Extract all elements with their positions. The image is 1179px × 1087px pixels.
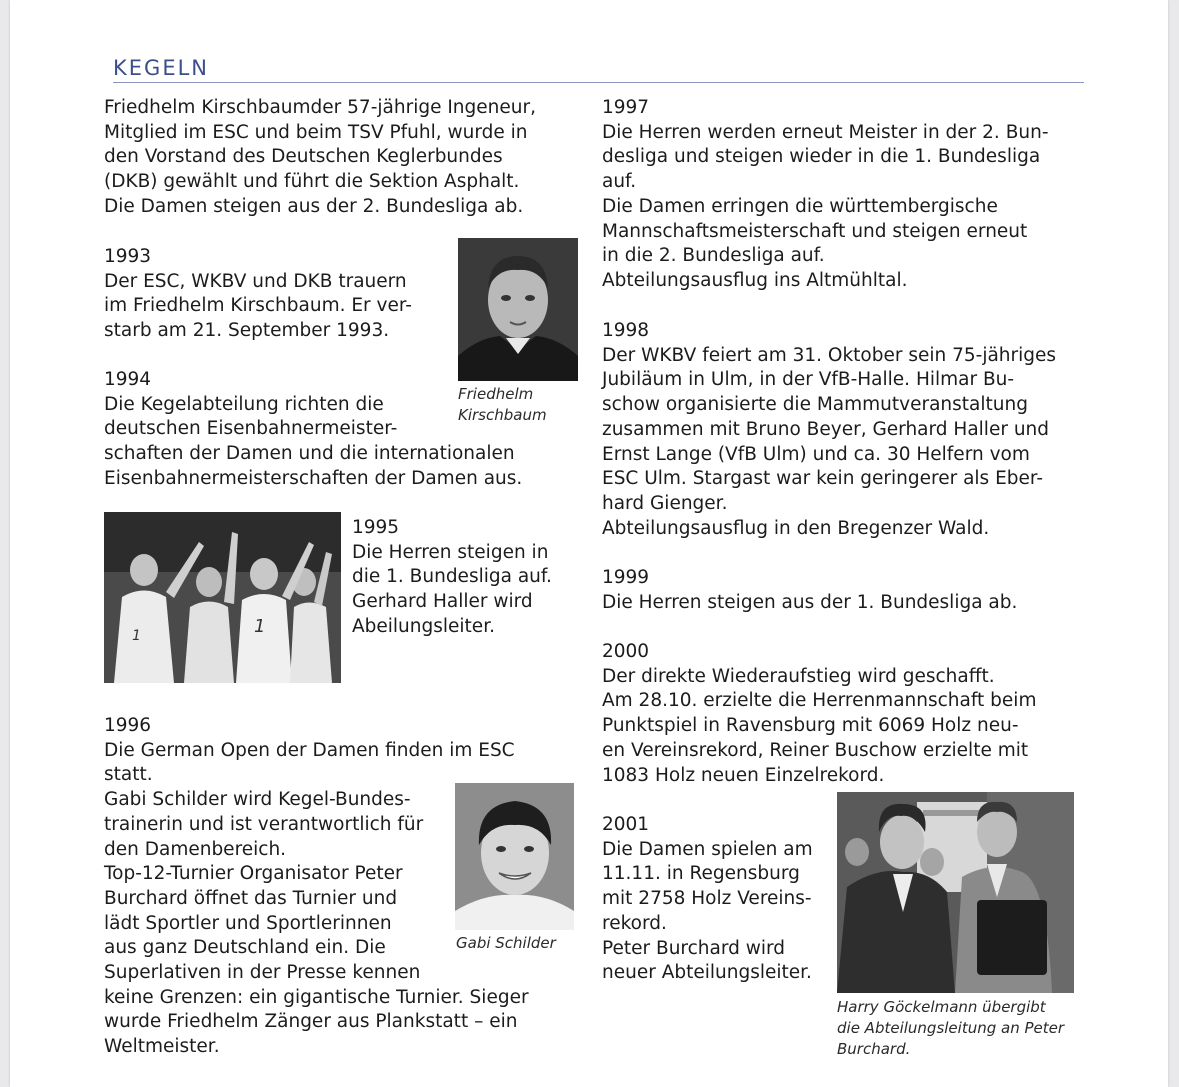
caption-schilder: Gabi Schilder	[456, 934, 556, 952]
year-1996-block: 1996 Die German Open der Damen finden im ESC statt. Gabi Schilder wird Kegel-Bundes- trainerin und ist verantwortlich für den Damenbereich. Top-12-Turnier Organisator Peter Burchard öffnet das Turnier und lädt Sportler und Sportlerinnen aus ganz Deutschland ein. Die Superlativen in der Presse kennen keine Grenzen: ein gigantische Turnier. Sieger wurde Friedhelm Zänger aus Plankstatt – ein Weltmeister.	[104, 715, 529, 1058]
title-rule	[113, 82, 1084, 83]
year-1997-block: 1997 Die Herren werden erneut Meister in der 2. Bun- desliga und steigen wieder in die 1. Bundesliga auf. Die Damen erringen die württembergische Mannschaftsmeisterschaft und steigen erneut in die 2. Bundesliga auf. Abteilungsausflug ins Altmühltal.	[602, 97, 1049, 291]
intro-text: Friedhelm Kirschbaumder 57-jährige Ingeneur, Mitglied im ESC und beim TSV Pfuhl, wurde in den Vorstand des Deutschen Keglerbundes (DKB) gewählt und führt die Sektion Asphalt. Die Damen steigen aus der 2. Bundesliga ab.	[104, 97, 536, 217]
caption-handover: Harry Göckelmann übergibt die Abteilungsleitung an Peter Burchard.	[837, 998, 1065, 1058]
svg-text:1: 1	[132, 628, 141, 644]
year-1998-block: 1998 Der WKBV feiert am 31. Oktober sein 75-jähriges Jubiläum in Ulm, in der VfB-Halle. Hilmar Bu- schow organisierte die Mammutveranstaltung zusammen mit Bruno Beyer, Gerhard Haller und Ernst Lange (VfB Ulm) und ca. 30 Helfern vom ESC Ulm. Stargast war kein geringerer als Eber- hard Gienger. Abteilungsausflug in den Bregenzer Wald.	[602, 320, 1057, 539]
photo-team-celebration	[104, 512, 341, 683]
caption-kirschbaum: Friedhelm Kirschbaum	[458, 385, 547, 424]
photo-handover	[837, 792, 1074, 993]
year-1994-block: 1994 Die Kegelabteilung richten die deutschen Eisenbahnermeister- schaften der Damen und die internationalen Eisenbahnermeisterschaften der Damen aus.	[104, 369, 523, 489]
year-2001-block: 2001 Die Damen spielen am 11.11. in Regensburg mit 2758 Holz Vereins- rekord. Peter Burchard wird neuer Abteilungsleiter.	[602, 814, 813, 984]
photo-friedhelm-kirschbaum	[458, 238, 578, 381]
year-2000-block: 2000 Der direkte Wiederaufstieg wird geschafft. Am 28.10. erzielte die Herrenmannschaft beim Punktspiel in Ravensburg mit 6069 Holz neu- en Vereinsrekord, Reiner Buschow erzielte mit 1083 Holz neuen Einzelrekord.	[602, 641, 1037, 786]
document-page	[10, 0, 1168, 1087]
section-title: KEGELN	[113, 56, 209, 80]
year-1993-block: 1993 Der ESC, WKBV und DKB trauern im Friedhelm Kirschbaum. Er ver- starb am 21. September 1993.	[104, 246, 412, 342]
year-1995-block: 1995 Die Herren steigen in die 1. Bundesliga auf. Gerhard Haller wird Abeilungsleiter.	[352, 517, 552, 637]
photo-gabi-schilder	[455, 783, 574, 930]
svg-text:1: 1	[254, 616, 266, 637]
year-1999-block: 1999 Die Herren steigen aus der 1. Bundesliga ab.	[602, 567, 1018, 613]
